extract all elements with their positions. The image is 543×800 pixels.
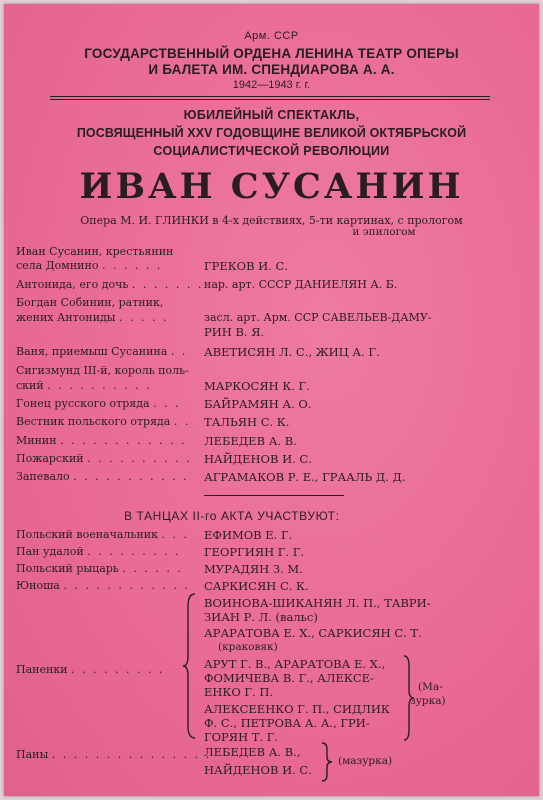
dance-role: Юноша . . . . . . . . . . . . [16, 579, 190, 592]
panenki-line: ВОИНОВА-ШИКАНЯН Л. П., ТАВРИ- [204, 596, 431, 610]
cast-actor: ЛЕБЕДЕВ А. В. [204, 434, 297, 448]
page-title: ИВАН СУСАНИН [79, 166, 464, 207]
subtitle-line2: ПОСВЯЩЕННЫЙ XXV ГОДОВЩИНЕ ВЕЛИКОЙ ОКТЯБРЬСКОЙ [76, 126, 467, 140]
pany-note: (мазурка) [338, 755, 393, 767]
dance-heading: В ТАНЦАХ II-го АКТА УЧАСТВУЮТ: [124, 509, 340, 523]
header-rule-thin [50, 99, 490, 100]
subtitle-line1: ЮБИЛЕЙНЫЙ СПЕКТАКЛЬ, [183, 108, 360, 122]
cast-actor: АГРАМАКОВ Р. Е., ГРААЛЬ Д. Д. [204, 470, 406, 484]
theatre-name-line1: ГОСУДАРСТВЕННЫЙ ОРДЕНА ЛЕНИНА ТЕАТР ОПЕРЫ [84, 46, 459, 61]
cast-actor: БАЙРАМЯН А. О. [204, 397, 312, 411]
cast-actor: ГРЕКОВ И. С. [204, 259, 288, 273]
cast-actor: ТАЛЬЯН С. К. [204, 415, 290, 429]
cast-actor: АВЕТИСЯН Л. С., ЖИЦ А. Г. [204, 345, 380, 359]
panenki-label: Паненки . . . . . . . . . [16, 663, 165, 676]
cast-role: Вестник польского отряда . . [16, 415, 191, 428]
panenki-line: ЕНКО Г. П. [204, 685, 274, 699]
mazurka-note-cont: зурка) [410, 695, 446, 707]
cast-actor: МАРКОСЯН К. Г. [204, 379, 310, 393]
cast-role: Минин . . . . . . . . . . . . [16, 434, 187, 447]
mazurka-note: (Ма- [418, 681, 443, 693]
panenki-line: АЛЕКСЕЕНКО Г. П., СИДЛИК [204, 702, 390, 716]
cast-role-cont: ский . . . . . . . . . . [16, 379, 152, 392]
panenki-line: ФОМИЧЕВА В. Г., АЛЕКСЕ- [204, 671, 374, 685]
cast-role-cont: села Домнино . . . . . . [16, 259, 163, 272]
cast-actor: нар. арт. СССР ДАНИЕЛЯН А. Б. [204, 278, 398, 291]
panenki-line: Ф. С., ПЕТРОВА А. А., ГРИ- [204, 716, 370, 730]
opera-description-line2: и эпилогом [352, 226, 416, 238]
dance-role: Пан удалой . . . . . . . . . [16, 545, 181, 558]
cast-actor-cont: РИН В. Я. [204, 325, 265, 339]
panenki-line: АРАРАТОВА Е. Х., САРКИСЯН С. Т. [204, 626, 422, 640]
cast-role-cont: жених Антониды . . . . . [16, 311, 169, 324]
dance-role: Польский рыцарь . . . . . . [16, 562, 183, 575]
cast-role: Запевало . . . . . . . . . . . [16, 470, 189, 483]
dance-actor: ЕФИМОВ Е. Г. [204, 528, 293, 542]
section-divider [204, 495, 344, 496]
theatre-name-line2: И БАЛЕТА ИМ. СПЕНДИАРОВА А. А. [148, 62, 395, 77]
subtitle-line3: СОЦИАЛИСТИЧЕСКОЙ РЕВОЛЮЦИИ [153, 144, 390, 158]
panenki-line: ЗИАН Р. Л. (вальс) [204, 610, 318, 624]
cast-actor: НАЙДЕНОВ И. С. [204, 452, 312, 466]
pany-line: НАЙДЕНОВ И. С. [204, 763, 312, 777]
header-rule [50, 96, 490, 97]
panenki-line: АРУТ Г. В., АРАРАТОВА Е. Х., [204, 657, 386, 671]
republic-label: Арм. ССР [244, 30, 299, 42]
panenki-brace [182, 592, 198, 740]
dance-actor: ГЕОРГИЯН Г. Г. [204, 545, 304, 559]
dance-actor: САРКИСЯН С. К. [204, 579, 309, 593]
program-sheet [4, 4, 539, 796]
cast-role: Антонида, его дочь . . . . . . . [16, 278, 204, 291]
pany-label: Паны . . . . . . . . . . . . . . . [16, 748, 212, 761]
panenki-line-note: (краковяк) [218, 641, 278, 653]
pany-line: ЛЕБЕДЕВ А. В., [204, 745, 301, 759]
dance-actor: МУРАДЯН З. М. [204, 562, 303, 576]
cast-role: Пожарский . . . . . . . . . . [16, 452, 192, 465]
cast-role: Сигизмунд III-й, король поль- [16, 364, 189, 377]
panenki-line: ГОРЯН Т. Г. [204, 730, 279, 744]
pany-brace [320, 741, 334, 783]
season-label: 1942—1943 г. г. [232, 79, 311, 91]
opera-description: Опера М. И. ГЛИНКИ в 4-х действиях, 5-ти картинах, с прологом [80, 214, 463, 227]
dance-role: Польский военачальник . . . [16, 528, 189, 541]
cast-actor: засл. арт. Арм. ССР САВЕЛЬЕВ-ДАМУ- [204, 311, 432, 324]
cast-role: Иван Сусанин, крестьянин [16, 245, 174, 258]
cast-role: Ваня, приемыш Сусанина . . [16, 345, 188, 358]
cast-role: Богдан Собинин, ратник, [16, 296, 164, 309]
cast-role: Гонец русского отряда . . . [16, 397, 181, 410]
